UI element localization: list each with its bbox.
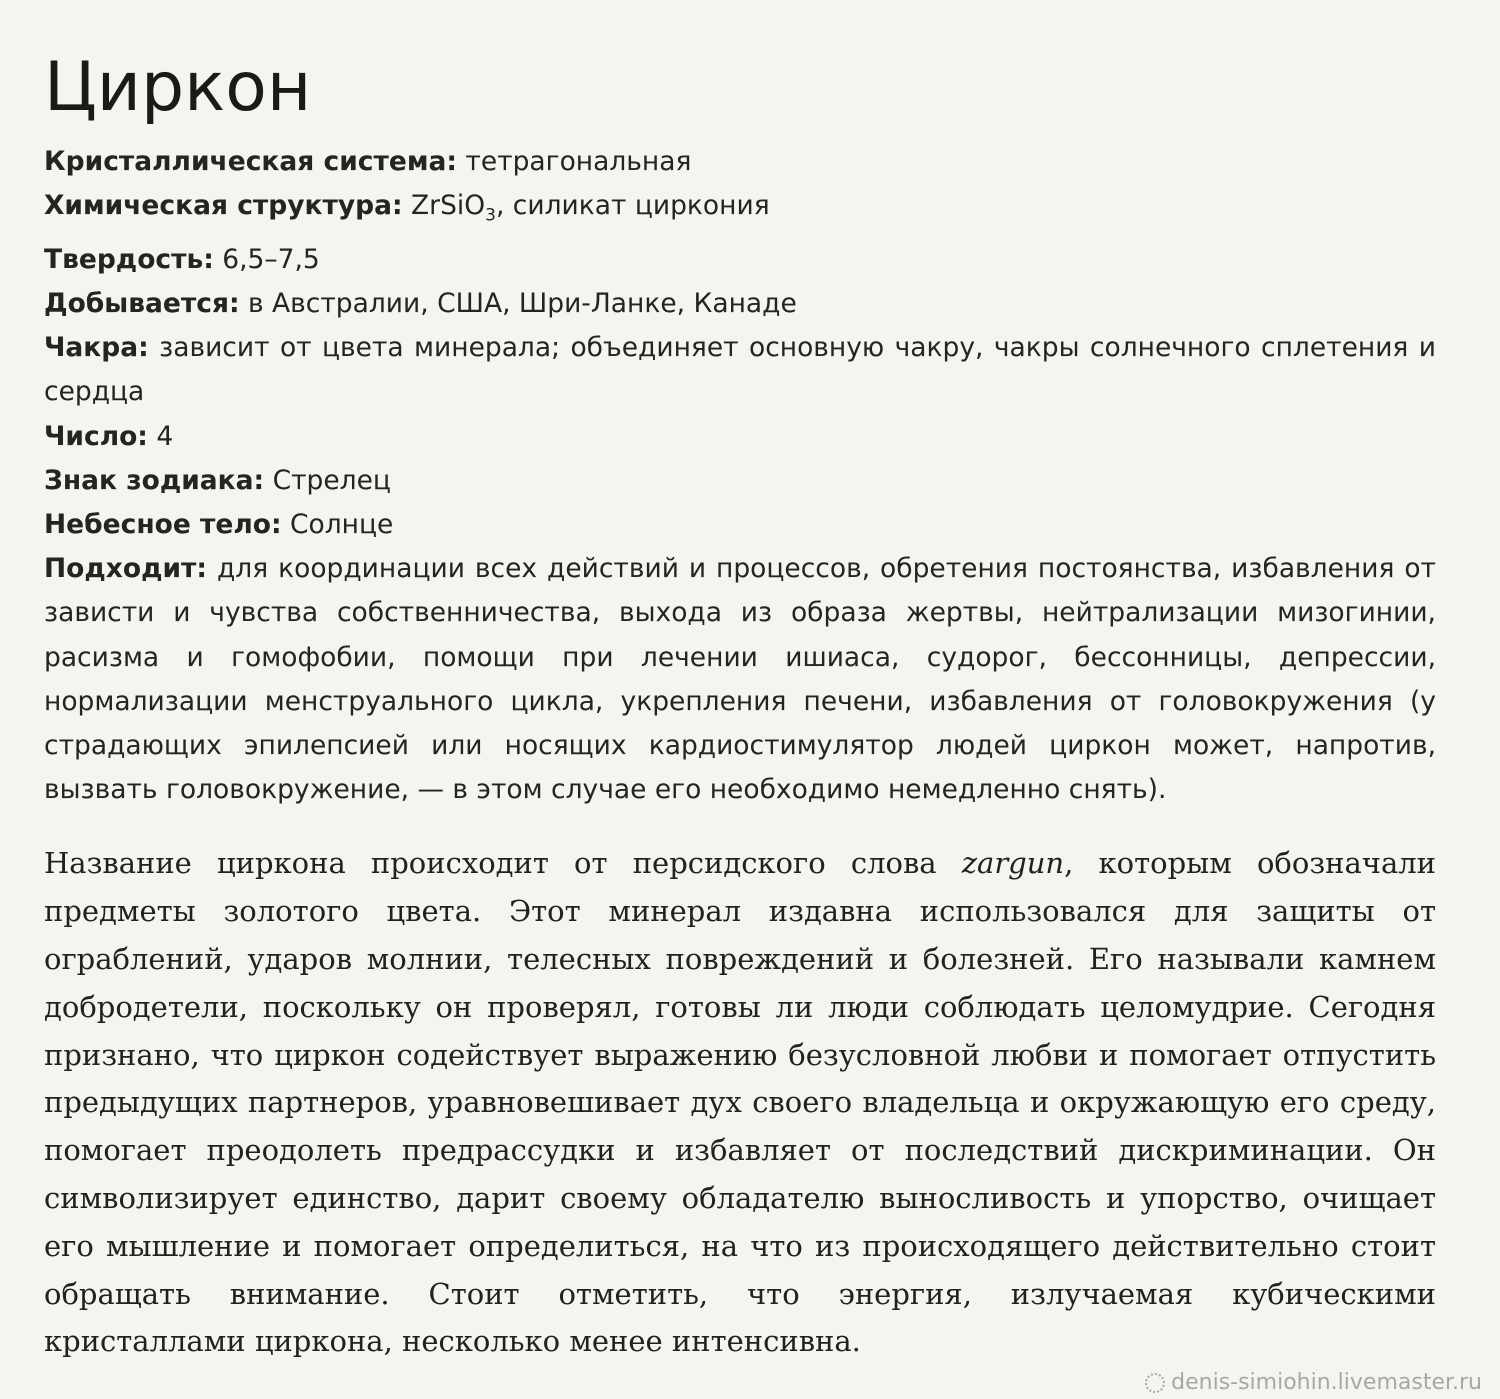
property-label: Химическая структура: (44, 190, 403, 222)
property-zodiac (44, 459, 1436, 503)
property-value: 4 (147, 420, 174, 452)
property-label: Твердость: (44, 243, 214, 275)
watermark (1145, 1370, 1482, 1395)
watermark-logo-icon (1145, 1373, 1165, 1393)
property-crystal-system (44, 140, 1436, 184)
property-value: в Австралии, США, Шри-Ланке, Канаде (239, 287, 797, 319)
property-value-rest: , силикат циркония (495, 190, 770, 222)
property-label: Знак зодиака: (44, 464, 265, 496)
property-value: Солнце (281, 508, 394, 540)
property-hardness (44, 238, 1436, 282)
property-mined (44, 282, 1436, 326)
description-paragraph (44, 840, 1436, 1366)
property-chakra (44, 326, 1436, 414)
description-text: Название циркона происходит от персидского слова (44, 846, 962, 881)
property-value: ZrSiO (402, 190, 486, 222)
property-label: Число: (44, 420, 148, 452)
description-italic-word: zargun (961, 846, 1065, 881)
property-label: Чакра: (44, 332, 149, 364)
property-value: Стрелец (264, 464, 391, 496)
property-label: Подходит: (44, 553, 208, 585)
property-label: Кристаллическая система: (44, 146, 457, 177)
property-celestial-body (44, 503, 1436, 547)
property-label: Добывается: (44, 287, 240, 319)
property-value: для координации всех действий и процессов, обретения постоянства, избавления от зависти и чувства собственничества, выхода из образа жертвы, нейтрализации мизогинии, расизма и гомофобии, помощи при лечении ишиаса, судорог, бессонницы, депрессии, нормализации менструального цикла, укрепления печени, избавления от головокружения (у страдающих эпилепсией или носящих кардиостимулятор людей циркон может, напротив, вызвать головокружение, — в этом случае его необходимо немедленно снять). (44, 553, 1436, 806)
page-title: Циркон (44, 48, 312, 127)
property-value: зависит от цвета минерала; объединяет основную чакру, чакры солнечного сплетения и сердца (44, 332, 1436, 408)
property-value: 6,5–7,5 (213, 243, 320, 275)
page (44, 42, 1436, 1366)
properties-list (44, 140, 1436, 812)
property-label: Небесное тело: (44, 508, 282, 540)
property-value: тетрагональная (456, 146, 692, 177)
property-suitable-for (44, 547, 1436, 812)
property-chemical-structure (44, 184, 1436, 238)
formula-subscript: 3 (485, 205, 496, 226)
property-number (44, 415, 1436, 459)
description-text-continued: , которым обозначали предметы золотого цвета. Этот минерал издавна использовался для защиты от ограблений, ударов молнии, телесных повреждений и болезней. Его называли камнем добродетели, поскольку он проверял, готовы ли люди соблюдать целомудрие. Сегодня признано, что циркон содействует выражению безусловной любви и помогает отпустить предыдущих партнеров, уравновешивает дух своего владельца и окружающую его среду, помогает преодолеть предрассудки и избавляет от последствий дискриминации. Он символизирует единство, дарит своему обладателю выносливость и упорство, очищает его мышление и помогает определиться, на что из происходящего действительно стоит обращать внимание. Стоит отметить, что энергия, излучаемая кубическими кристаллами циркона, несколько менее интенсивна. (44, 846, 1436, 1359)
watermark-text: denis-simiohin.livemaster.ru (1171, 1370, 1482, 1395)
